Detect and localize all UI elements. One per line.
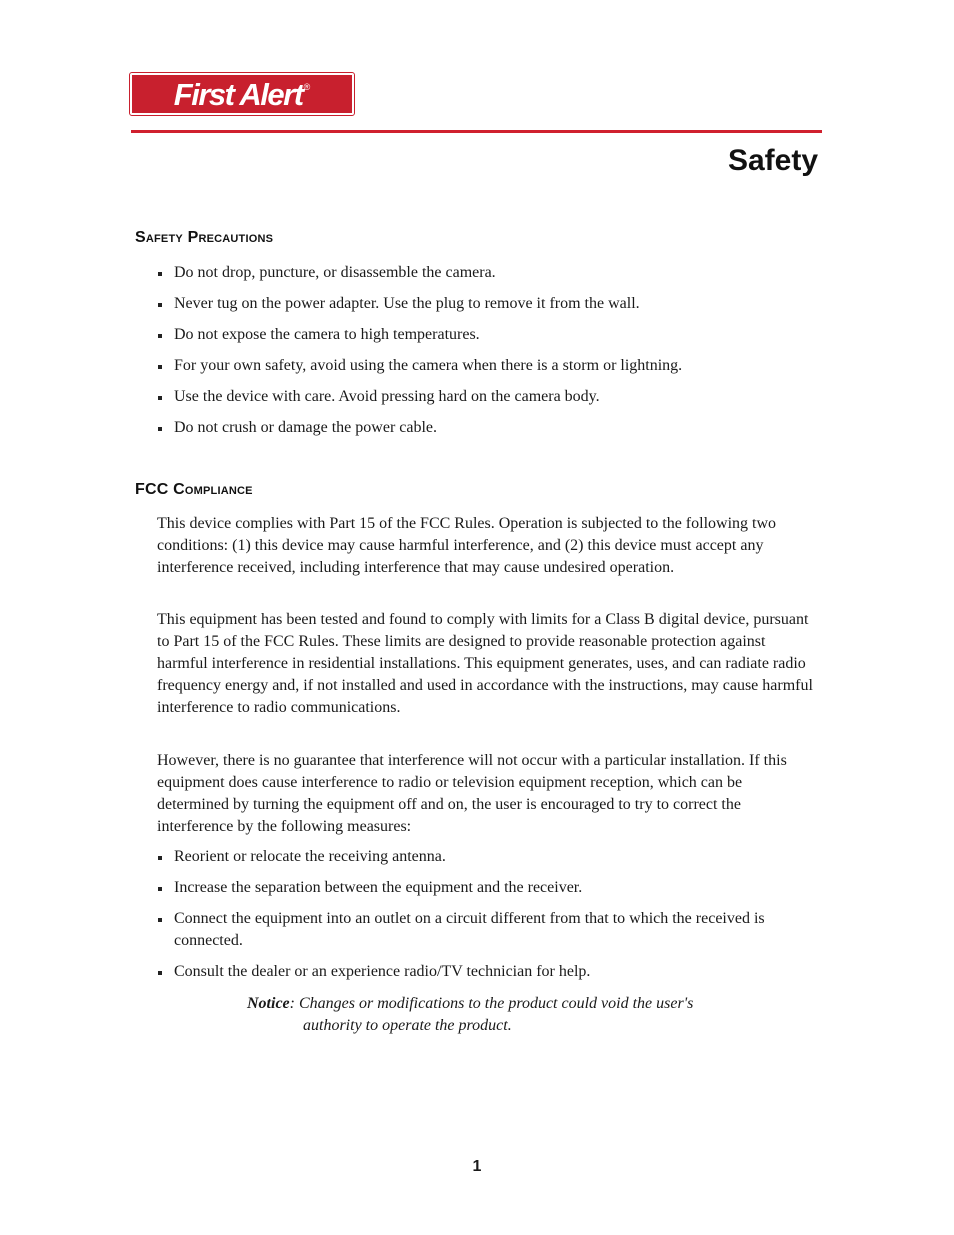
- fcc-measures-list: [157, 846, 777, 983]
- list-item: Do not drop, puncture, or disassemble the camera.: [157, 262, 817, 284]
- safety-precautions-heading: Safety Precautions: [135, 229, 274, 246]
- list-item: Reorient or relocate the receiving antenna.: [157, 846, 777, 868]
- page-title: Safety: [727, 144, 818, 177]
- list-item: Do not expose the camera to high temperatures.: [157, 324, 817, 346]
- header-rule: [131, 130, 822, 133]
- notice-label: Notice: [247, 995, 290, 1012]
- fcc-paragraph: This device complies with Part 15 of the FCC Rules. Operation is subjected to the following two conditions: (1) this device may cause harmful interference, and (2) this device must accept any interference received, including interference that may cause undesired operation.: [157, 515, 777, 576]
- list-item: For your own safety, avoid using the camera when there is a storm or lightning.: [157, 355, 817, 377]
- list-item: Connect the equipment into an outlet on a circuit different from that to which the received is connected.: [157, 908, 777, 952]
- safety-precautions-list: [157, 262, 817, 439]
- list-item: Consult the dealer or an experience radio/TV technician for help.: [157, 961, 777, 983]
- fcc-paragraph: However, there is no guarantee that interference will not occur with a particular installation. If this equipment does cause interference to radio or television equipment reception, which can be determined by turning the equipment off and on, the user is encouraged to try to correct the interference by the following measures:: [157, 752, 787, 835]
- fcc-paragraph: This equipment has been tested and found to comply with limits for a Class B digital device, pursuant to Part 15 of the FCC Rules. These limits are designed to provide reasonable protection against harmful interference in residential installations. This equipment generates, uses, and can radiate radio frequency energy and, if not installed and used in accordance with the instructions, may cause harmful interference to radio communications.: [157, 611, 813, 716]
- list-item: Use the device with care. Avoid pressing hard on the camera body.: [157, 386, 817, 408]
- list-item: Never tug on the power adapter. Use the plug to remove it from the wall.: [157, 293, 817, 315]
- page-number: 1: [472, 1158, 482, 1175]
- logo-text: First Alert: [173, 76, 303, 112]
- list-item: Do not crush or damage the power cable.: [157, 417, 817, 439]
- registered-mark: ®: [303, 82, 311, 92]
- notice-text-continued: authority to operate the product.: [303, 1017, 512, 1034]
- fcc-compliance-heading: FCC Compliance: [135, 481, 253, 498]
- first-alert-logo: [130, 73, 354, 115]
- notice-text: : Changes or modifications to the product could void the user's: [289, 995, 694, 1012]
- notice: [247, 993, 787, 1037]
- list-item: Increase the separation between the equipment and the receiver.: [157, 877, 777, 899]
